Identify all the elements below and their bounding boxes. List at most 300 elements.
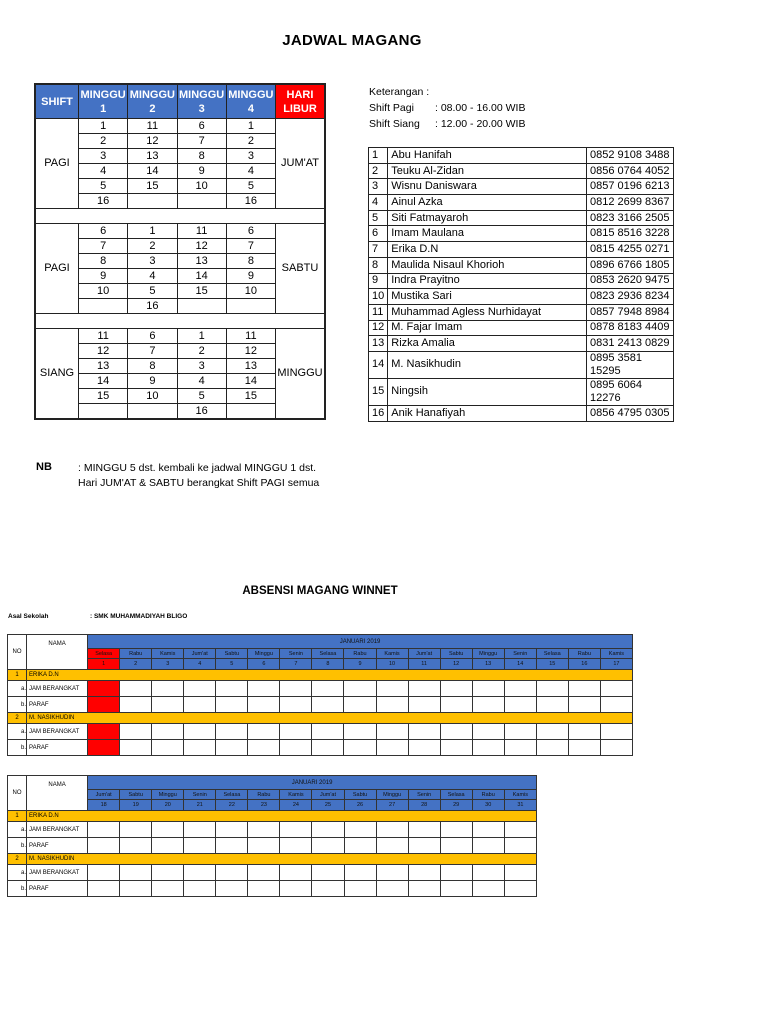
shift-siang-label: Shift Siang bbox=[369, 118, 420, 130]
hari-libur: MINGGU bbox=[276, 329, 326, 420]
schedule-cell: 13 bbox=[177, 254, 226, 269]
attendance-entry-cell[interactable] bbox=[344, 724, 376, 740]
schedule-cell: 2 bbox=[226, 134, 275, 149]
paraf-row bbox=[8, 697, 633, 713]
hari-libur: SABTU bbox=[276, 224, 326, 314]
attendance-entry-cell[interactable] bbox=[472, 724, 504, 740]
student-phone: 0895 6064 12276 bbox=[587, 378, 674, 405]
attendance-entry-cell[interactable] bbox=[216, 740, 248, 756]
attendance-entry-cell[interactable] bbox=[152, 697, 184, 713]
page-title: JADWAL MAGANG bbox=[282, 32, 422, 49]
sub-item-letter: b. bbox=[8, 740, 27, 756]
attendance-entry-cell[interactable] bbox=[504, 881, 536, 897]
schedule-cell: 11 bbox=[128, 119, 177, 134]
sub-item-letter: b. bbox=[8, 697, 27, 713]
schedule-cell: 6 bbox=[177, 119, 226, 134]
attendance-entry-cell[interactable] bbox=[472, 681, 504, 697]
day-header: Minggu bbox=[376, 790, 408, 800]
attendance-entry-cell[interactable] bbox=[376, 838, 408, 854]
student-row bbox=[369, 378, 674, 405]
student-name: Anik Hanafiyah bbox=[388, 405, 587, 421]
attendance-entry-cell[interactable] bbox=[440, 838, 472, 854]
sub-item-letter: b. bbox=[8, 838, 27, 854]
schedule-cell: 9 bbox=[79, 269, 128, 284]
attendance-month-row bbox=[8, 635, 633, 649]
schedule-cell: 15 bbox=[226, 389, 275, 404]
attendance-entry-cell[interactable] bbox=[280, 697, 312, 713]
attendance-entry-cell[interactable] bbox=[120, 697, 152, 713]
student-no: 7 bbox=[369, 242, 388, 258]
schedule-cell: 11 bbox=[226, 329, 275, 344]
attendance-entry-cell[interactable] bbox=[344, 681, 376, 697]
day-header: Kamis bbox=[504, 790, 536, 800]
student-row bbox=[369, 336, 674, 352]
attendance-entry-cell[interactable] bbox=[152, 724, 184, 740]
student-row bbox=[369, 304, 674, 320]
attendance-entry-cell[interactable] bbox=[184, 681, 216, 697]
student-phone: 0823 2936 8234 bbox=[587, 289, 674, 305]
attendance-entry-cell[interactable] bbox=[568, 740, 600, 756]
student-phone: 0878 8183 4409 bbox=[587, 320, 674, 336]
day-header: Sabtu bbox=[440, 649, 472, 659]
attendance-entry-cell[interactable] bbox=[216, 724, 248, 740]
attendance-entry-cell[interactable] bbox=[440, 881, 472, 897]
attendance-entry-cell[interactable] bbox=[504, 865, 536, 881]
attendance-entry-cell[interactable] bbox=[600, 681, 632, 697]
attendance-entry-cell[interactable] bbox=[408, 697, 440, 713]
attendance-entry-cell[interactable] bbox=[312, 881, 344, 897]
attendance-entry-cell[interactable] bbox=[152, 740, 184, 756]
schedule-cell: 14 bbox=[226, 374, 275, 389]
attendance-entry-cell[interactable] bbox=[120, 838, 152, 854]
attendance-student-row bbox=[8, 670, 633, 681]
attendance-entry-cell[interactable] bbox=[152, 822, 184, 838]
shift-name: PAGI bbox=[35, 119, 79, 209]
student-no: 5 bbox=[369, 210, 388, 226]
attendance-entry-cell[interactable] bbox=[312, 822, 344, 838]
student-name: Teuku Al-Zidan bbox=[388, 163, 587, 179]
student-no: 1 bbox=[369, 148, 388, 164]
schedule-cell: 9 bbox=[128, 374, 177, 389]
schedule-cell: 5 bbox=[177, 389, 226, 404]
jam-berangkat-row bbox=[8, 865, 537, 881]
sub-item-letter: b. bbox=[8, 881, 27, 897]
attendance-day-row bbox=[8, 790, 537, 800]
shift-siang-info bbox=[369, 116, 525, 132]
day-header: Jum'at bbox=[312, 790, 344, 800]
attendance-entry-cell[interactable] bbox=[248, 865, 280, 881]
schedule-cell: 14 bbox=[79, 374, 128, 389]
attendance-entry-cell[interactable] bbox=[88, 881, 120, 897]
attendance-entry-cell[interactable] bbox=[88, 838, 120, 854]
keterangan-label: Keterangan : bbox=[369, 86, 430, 98]
student-no: 15 bbox=[369, 378, 388, 405]
attendance-entry-cell[interactable] bbox=[184, 865, 216, 881]
date-header: 25 bbox=[312, 800, 344, 811]
day-header: Selasa bbox=[88, 649, 120, 659]
attendance-entry-cell[interactable] bbox=[280, 838, 312, 854]
student-phone: 0856 4795 0305 bbox=[587, 405, 674, 421]
jam-berangkat-label: JAM BERANGKAT bbox=[27, 681, 88, 697]
attendance-table-2 bbox=[7, 775, 537, 897]
date-header: 12 bbox=[440, 659, 472, 670]
jam-berangkat-row bbox=[8, 822, 537, 838]
student-phone: 0857 0196 6213 bbox=[587, 179, 674, 195]
attendance-entry-cell[interactable] bbox=[504, 740, 536, 756]
attendance-entry-cell[interactable] bbox=[184, 838, 216, 854]
student-name: M. Fajar Imam bbox=[388, 320, 587, 336]
schedule-cell bbox=[177, 299, 226, 314]
attendance-entry-cell[interactable] bbox=[88, 822, 120, 838]
attendance-student-no: 2 bbox=[8, 713, 27, 724]
attendance-entry-cell[interactable] bbox=[88, 697, 120, 713]
attendance-entry-cell[interactable] bbox=[536, 681, 568, 697]
attendance-entry-cell[interactable] bbox=[120, 881, 152, 897]
paraf-row bbox=[8, 838, 537, 854]
student-name: Rizka Amalia bbox=[388, 336, 587, 352]
student-phone: 0823 3166 2505 bbox=[587, 210, 674, 226]
schedule-cell: 2 bbox=[177, 344, 226, 359]
absensi-title: ABSENSI MAGANG WINNET bbox=[242, 585, 398, 597]
date-header: 24 bbox=[280, 800, 312, 811]
attendance-entry-cell[interactable] bbox=[440, 865, 472, 881]
schedule-cell: 13 bbox=[226, 359, 275, 374]
attendance-entry-cell[interactable] bbox=[504, 822, 536, 838]
student-name: Mustika Sari bbox=[388, 289, 587, 305]
attendance-entry-cell[interactable] bbox=[152, 681, 184, 697]
student-no: 12 bbox=[369, 320, 388, 336]
student-no: 9 bbox=[369, 273, 388, 289]
attendance-entry-cell[interactable] bbox=[440, 697, 472, 713]
attendance-entry-cell[interactable] bbox=[472, 740, 504, 756]
attendance-entry-cell[interactable] bbox=[408, 724, 440, 740]
student-name: Siti Fatmayaroh bbox=[388, 210, 587, 226]
attendance-entry-cell[interactable] bbox=[440, 740, 472, 756]
attendance-entry-cell[interactable] bbox=[536, 724, 568, 740]
day-header: Rabu bbox=[472, 790, 504, 800]
shift-pagi-info bbox=[369, 100, 525, 116]
schedule-cell: 1 bbox=[128, 224, 177, 239]
asal-sekolah bbox=[8, 613, 188, 620]
attendance-entry-cell[interactable] bbox=[280, 724, 312, 740]
schedule-cell: 1 bbox=[226, 119, 275, 134]
attendance-entry-cell[interactable] bbox=[504, 681, 536, 697]
paraf-row bbox=[8, 740, 633, 756]
date-header: 6 bbox=[248, 659, 280, 670]
attendance-entry-cell[interactable] bbox=[280, 865, 312, 881]
date-header: 17 bbox=[600, 659, 632, 670]
day-header: Kamis bbox=[600, 649, 632, 659]
student-row bbox=[369, 405, 674, 421]
shift-name: SIANG bbox=[35, 329, 79, 420]
day-header: Rabu bbox=[248, 790, 280, 800]
schedule-cell bbox=[226, 404, 275, 420]
schedule-cell: 11 bbox=[79, 329, 128, 344]
date-header: 18 bbox=[88, 800, 120, 811]
header-minggu-3: MINGGU 3 bbox=[177, 84, 226, 119]
attendance-entry-cell[interactable] bbox=[312, 740, 344, 756]
schedule-cell: 15 bbox=[128, 179, 177, 194]
attendance-entry-cell[interactable] bbox=[344, 697, 376, 713]
student-row bbox=[369, 210, 674, 226]
attendance-entry-cell[interactable] bbox=[440, 724, 472, 740]
attendance-entry-cell[interactable] bbox=[88, 740, 120, 756]
attendance-entry-cell[interactable] bbox=[120, 681, 152, 697]
attendance-entry-cell[interactable] bbox=[184, 724, 216, 740]
attendance-entry-cell[interactable] bbox=[408, 681, 440, 697]
attendance-entry-cell[interactable] bbox=[312, 838, 344, 854]
date-header: 28 bbox=[408, 800, 440, 811]
attendance-entry-cell[interactable] bbox=[600, 724, 632, 740]
sub-item-letter: a. bbox=[8, 865, 27, 881]
attendance-entry-cell[interactable] bbox=[248, 838, 280, 854]
attendance-entry-cell[interactable] bbox=[248, 724, 280, 740]
date-header: 29 bbox=[440, 800, 472, 811]
student-name: Wisnu Daniswara bbox=[388, 179, 587, 195]
day-header: Senin bbox=[408, 790, 440, 800]
schedule-cell bbox=[79, 404, 128, 420]
date-header: 31 bbox=[504, 800, 536, 811]
schedule-cell: 10 bbox=[226, 284, 275, 299]
attendance-entry-cell[interactable] bbox=[184, 740, 216, 756]
date-header: 14 bbox=[504, 659, 536, 670]
attendance-entry-cell[interactable] bbox=[280, 740, 312, 756]
schedule-cell bbox=[128, 194, 177, 209]
schedule-cell: 3 bbox=[128, 254, 177, 269]
attendance-entry-cell[interactable] bbox=[88, 724, 120, 740]
attendance-entry-cell[interactable] bbox=[408, 822, 440, 838]
attendance-entry-cell[interactable] bbox=[216, 681, 248, 697]
student-name: Abu Hanifah bbox=[388, 148, 587, 164]
schedule-cell: 10 bbox=[177, 179, 226, 194]
day-header: Sabtu bbox=[120, 790, 152, 800]
day-header: Minggu bbox=[472, 649, 504, 659]
attendance-entry-cell[interactable] bbox=[216, 822, 248, 838]
attendance-entry-cell[interactable] bbox=[408, 838, 440, 854]
day-header: Sabtu bbox=[344, 790, 376, 800]
student-phone: 0831 2413 0829 bbox=[587, 336, 674, 352]
attendance-entry-cell[interactable] bbox=[536, 740, 568, 756]
attendance-entry-cell[interactable] bbox=[152, 881, 184, 897]
attendance-entry-cell[interactable] bbox=[184, 822, 216, 838]
attendance-entry-cell[interactable] bbox=[184, 881, 216, 897]
jam-berangkat-label: JAM BERANGKAT bbox=[27, 724, 88, 740]
attendance-entry-cell[interactable] bbox=[376, 822, 408, 838]
attendance-entry-cell[interactable] bbox=[376, 681, 408, 697]
date-header: 23 bbox=[248, 800, 280, 811]
day-header: Kamis bbox=[376, 649, 408, 659]
student-name: Ainul Azka bbox=[388, 195, 587, 211]
attendance-student-row bbox=[8, 854, 537, 865]
schedule-cell: 3 bbox=[226, 149, 275, 164]
attendance-entry-cell[interactable] bbox=[536, 697, 568, 713]
schedule-cell bbox=[79, 299, 128, 314]
attendance-entry-cell[interactable] bbox=[184, 697, 216, 713]
schedule-cell: 4 bbox=[226, 164, 275, 179]
schedule-cell: 12 bbox=[177, 239, 226, 254]
attendance-entry-cell[interactable] bbox=[504, 838, 536, 854]
student-phone: 0815 4255 0271 bbox=[587, 242, 674, 258]
student-contact-table bbox=[368, 147, 674, 422]
attendance-entry-cell[interactable] bbox=[440, 681, 472, 697]
student-no: 16 bbox=[369, 405, 388, 421]
schedule-cell: 7 bbox=[79, 239, 128, 254]
attendance-entry-cell[interactable] bbox=[600, 697, 632, 713]
day-header: Kamis bbox=[152, 649, 184, 659]
attendance-entry-cell[interactable] bbox=[568, 724, 600, 740]
schedule-cell: 5 bbox=[128, 284, 177, 299]
attendance-entry-cell[interactable] bbox=[120, 822, 152, 838]
attendance-entry-cell[interactable] bbox=[88, 681, 120, 697]
attendance-entry-cell[interactable] bbox=[504, 697, 536, 713]
date-header: 13 bbox=[472, 659, 504, 670]
attendance-entry-cell[interactable] bbox=[472, 697, 504, 713]
schedule-cell: 13 bbox=[79, 359, 128, 374]
attendance-entry-cell[interactable] bbox=[472, 881, 504, 897]
attendance-entry-cell[interactable] bbox=[472, 822, 504, 838]
jam-berangkat-label: JAM BERANGKAT bbox=[27, 822, 88, 838]
attendance-entry-cell[interactable] bbox=[248, 681, 280, 697]
schedule-row bbox=[35, 329, 325, 344]
col-nama-header: NAMA bbox=[27, 635, 88, 670]
student-phone: 0856 0764 4052 bbox=[587, 163, 674, 179]
attendance-student-name: M. NASIKHUDIN bbox=[27, 854, 537, 865]
schedule-cell: 12 bbox=[226, 344, 275, 359]
attendance-entry-cell[interactable] bbox=[440, 822, 472, 838]
attendance-entry-cell[interactable] bbox=[152, 838, 184, 854]
day-header: Kamis bbox=[280, 790, 312, 800]
attendance-entry-cell[interactable] bbox=[88, 865, 120, 881]
day-header: Selasa bbox=[216, 790, 248, 800]
attendance-entry-cell[interactable] bbox=[216, 697, 248, 713]
sub-item-letter: a. bbox=[8, 681, 27, 697]
student-phone: 0895 3581 15295 bbox=[587, 351, 674, 378]
attendance-entry-cell[interactable] bbox=[248, 881, 280, 897]
attendance-entry-cell[interactable] bbox=[312, 724, 344, 740]
student-row bbox=[369, 242, 674, 258]
attendance-entry-cell[interactable] bbox=[344, 822, 376, 838]
shift-pagi-label: Shift Pagi bbox=[369, 102, 414, 114]
attendance-entry-cell[interactable] bbox=[312, 865, 344, 881]
schedule-cell: 13 bbox=[128, 149, 177, 164]
day-header: Sabtu bbox=[216, 649, 248, 659]
student-row bbox=[369, 273, 674, 289]
attendance-student-row bbox=[8, 811, 537, 822]
date-header: 5 bbox=[216, 659, 248, 670]
col-nama-header: NAMA bbox=[27, 776, 88, 811]
schedule-cell: 11 bbox=[177, 224, 226, 239]
paraf-label: PARAF bbox=[27, 697, 88, 713]
student-no: 14 bbox=[369, 351, 388, 378]
attendance-entry-cell[interactable] bbox=[376, 740, 408, 756]
schedule-cell: 8 bbox=[177, 149, 226, 164]
schedule-row bbox=[35, 119, 325, 134]
attendance-entry-cell[interactable] bbox=[344, 865, 376, 881]
nb-line-2: Hari JUM'AT & SABTU berangkat Shift PAGI semua bbox=[78, 477, 320, 489]
date-header: 22 bbox=[216, 800, 248, 811]
paraf-row bbox=[8, 881, 537, 897]
attendance-entry-cell[interactable] bbox=[120, 865, 152, 881]
student-row bbox=[369, 195, 674, 211]
date-header: 8 bbox=[312, 659, 344, 670]
date-header: 30 bbox=[472, 800, 504, 811]
jam-berangkat-label: JAM BERANGKAT bbox=[27, 865, 88, 881]
student-no: 2 bbox=[369, 163, 388, 179]
attendance-entry-cell[interactable] bbox=[152, 865, 184, 881]
attendance-entry-cell[interactable] bbox=[344, 881, 376, 897]
date-header: 27 bbox=[376, 800, 408, 811]
date-header: 20 bbox=[152, 800, 184, 811]
schedule-cell: 4 bbox=[128, 269, 177, 284]
attendance-entry-cell[interactable] bbox=[408, 740, 440, 756]
attendance-entry-cell[interactable] bbox=[568, 681, 600, 697]
student-phone: 0852 9108 3488 bbox=[587, 148, 674, 164]
group-separator bbox=[35, 314, 325, 329]
schedule-cell: 1 bbox=[79, 119, 128, 134]
attendance-entry-cell[interactable] bbox=[472, 865, 504, 881]
attendance-entry-cell[interactable] bbox=[248, 697, 280, 713]
attendance-entry-cell[interactable] bbox=[408, 865, 440, 881]
attendance-entry-cell[interactable] bbox=[216, 838, 248, 854]
attendance-entry-cell[interactable] bbox=[568, 697, 600, 713]
attendance-entry-cell[interactable] bbox=[248, 740, 280, 756]
attendance-entry-cell[interactable] bbox=[376, 697, 408, 713]
schedule-cell bbox=[128, 404, 177, 420]
attendance-entry-cell[interactable] bbox=[312, 697, 344, 713]
shift-name: PAGI bbox=[35, 224, 79, 314]
attendance-entry-cell[interactable] bbox=[248, 822, 280, 838]
attendance-entry-cell[interactable] bbox=[344, 838, 376, 854]
date-header: 26 bbox=[344, 800, 376, 811]
day-header: Selasa bbox=[312, 649, 344, 659]
attendance-entry-cell[interactable] bbox=[120, 740, 152, 756]
attendance-entry-cell[interactable] bbox=[504, 724, 536, 740]
schedule-cell: 6 bbox=[128, 329, 177, 344]
attendance-entry-cell[interactable] bbox=[376, 881, 408, 897]
asal-sekolah-value: : SMK MUHAMMADIYAH BLIGO bbox=[90, 613, 188, 620]
student-no: 10 bbox=[369, 289, 388, 305]
attendance-entry-cell[interactable] bbox=[120, 724, 152, 740]
schedule-cell: 14 bbox=[128, 164, 177, 179]
attendance-entry-cell[interactable] bbox=[312, 681, 344, 697]
sub-item-letter: a. bbox=[8, 822, 27, 838]
student-row bbox=[369, 179, 674, 195]
col-no-header: NO bbox=[8, 635, 27, 670]
month-header: JANUARI 2019 bbox=[88, 635, 633, 649]
attendance-entry-cell[interactable] bbox=[280, 881, 312, 897]
attendance-entry-cell[interactable] bbox=[376, 865, 408, 881]
attendance-entry-cell[interactable] bbox=[280, 681, 312, 697]
schedule-cell: 16 bbox=[177, 404, 226, 420]
attendance-entry-cell[interactable] bbox=[472, 838, 504, 854]
date-header: 21 bbox=[184, 800, 216, 811]
schedule-cell: 3 bbox=[177, 359, 226, 374]
schedule-cell: 8 bbox=[226, 254, 275, 269]
attendance-entry-cell[interactable] bbox=[600, 740, 632, 756]
attendance-entry-cell[interactable] bbox=[376, 724, 408, 740]
header-hari-libur: HARI LIBUR bbox=[276, 84, 326, 119]
schedule-cell: 4 bbox=[79, 164, 128, 179]
attendance-entry-cell[interactable] bbox=[216, 865, 248, 881]
attendance-entry-cell[interactable] bbox=[344, 740, 376, 756]
student-no: 8 bbox=[369, 257, 388, 273]
attendance-entry-cell[interactable] bbox=[216, 881, 248, 897]
date-header: 11 bbox=[408, 659, 440, 670]
attendance-entry-cell[interactable] bbox=[280, 822, 312, 838]
attendance-entry-cell[interactable] bbox=[408, 881, 440, 897]
student-row bbox=[369, 226, 674, 242]
attendance-day-row bbox=[8, 649, 633, 659]
